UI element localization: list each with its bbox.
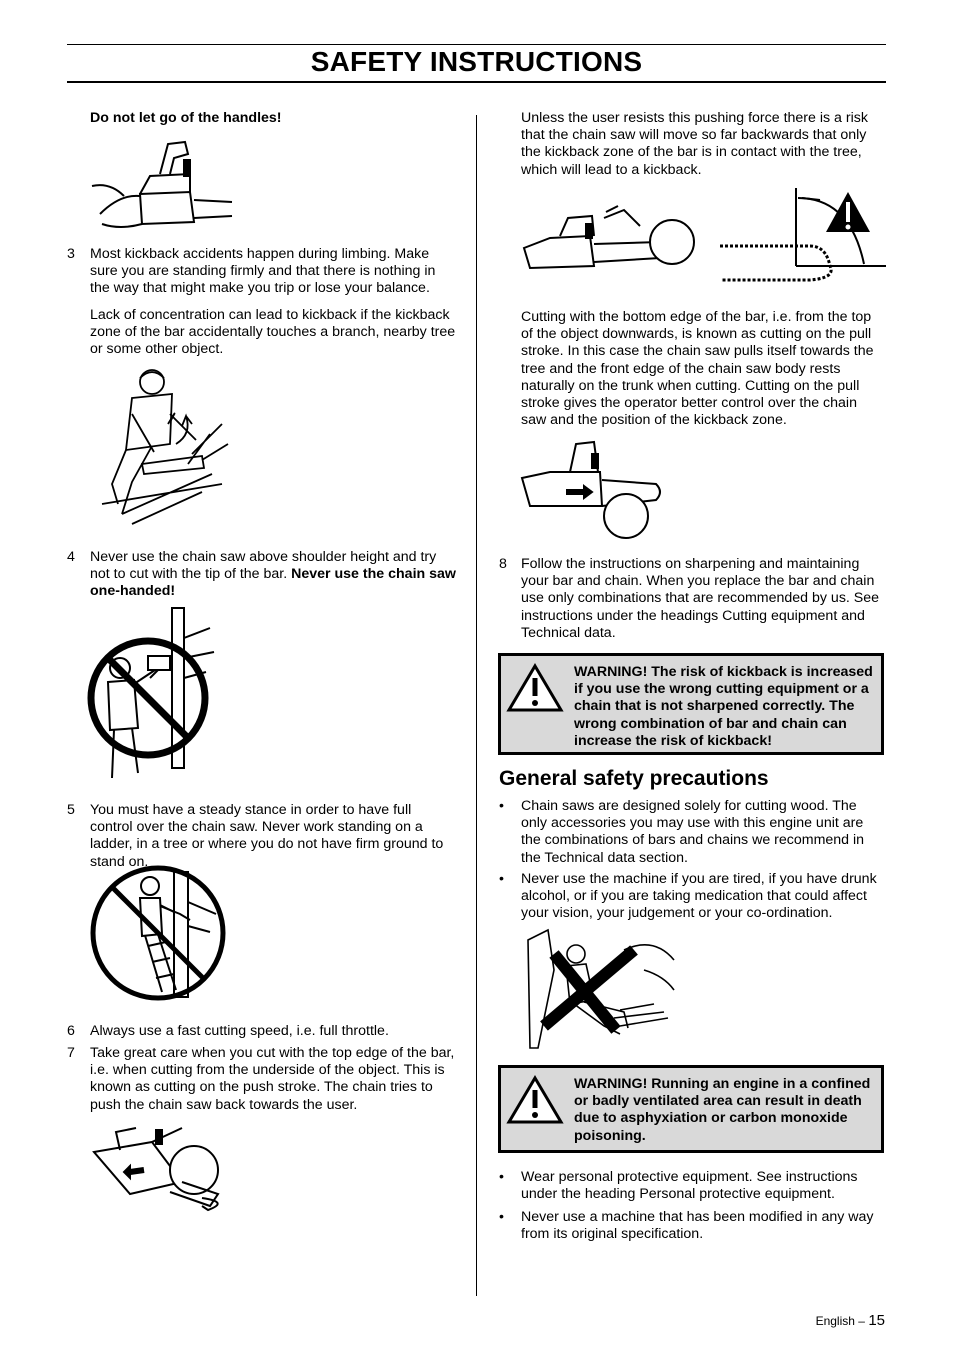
warning-triangle-icon bbox=[507, 1076, 563, 1124]
bullet-not-tired-text: Never use the machine if you are tired, if you have drunk alcohol, or if you are taking medication that could affect your vision, your judgement or your co-ordination. bbox=[521, 871, 877, 922]
item-4-text bbox=[90, 549, 456, 601]
pull-stroke-text: Cutting with the bottom edge of the bar, i.e. from the top of the object downwards, is known as cutting on the pull stroke. In this case the chain saw pulls itself towards the tree and the front edge of the chain saw body rests naturally on the trunk when cutting. Cutting on the pull stroke gives the operator better control over the chain saw and the position of the kickback zone. bbox=[521, 309, 874, 429]
kickback-illustration bbox=[520, 188, 886, 292]
page-title: SAFETY INSTRUCTIONS bbox=[310, 46, 643, 77]
column-divider bbox=[476, 115, 477, 1296]
item-6-number: 6 bbox=[67, 1023, 75, 1039]
item-7-text: Take great care when you cut with the top edge of the bar, i.e. when cutting from the underside of the object. This is known as cutting on the push stroke. The chain tries to push the chain saw back towards the user. bbox=[90, 1045, 455, 1113]
section-heading-general-safety: General safety precautions bbox=[499, 767, 769, 790]
item-5-text: You must have a steady stance in order to have full control over the chain saw. Never work standing on a ladder, in a tree or where you do not have firm ground to stand on. bbox=[90, 802, 444, 870]
push-stroke-risk-text: Unless the user resists this pushing force there is a risk that the chain saw will move so far backwards that only the kickback zone of the bar is in contact with the tree, which will lead to a kickback. bbox=[521, 110, 868, 178]
footer-language: English bbox=[815, 1314, 855, 1328]
header-bottom-rule bbox=[67, 81, 886, 83]
pull-stroke-illustration bbox=[520, 432, 664, 540]
bullet-protective-equipment-text: Wear personal protective equipment. See instructions under the heading Personal protective equipment. bbox=[521, 1169, 858, 1203]
item-4-bold-text: Never use the chain saw one-handed! bbox=[90, 566, 456, 600]
warning-triangle-icon bbox=[507, 664, 563, 712]
item-3-paragraph-2: Lack of concentration can lead to kickback if the kickback zone of the bar accidentally touches a branch, nearby tree or some other object. bbox=[90, 307, 456, 358]
item-3-text: Most kickback accidents happen during limbing. Make sure you are standing firmly and that there is nothing in the way that might make you trip or lose your balance. bbox=[90, 246, 436, 297]
bullet-item: • bbox=[499, 1209, 504, 1225]
item-7-number: 7 bbox=[67, 1045, 75, 1061]
item-4-regular-text: Never use the chain saw above shoulder height and try not to cut with the tip of the bar. bbox=[90, 549, 437, 583]
item-8-number: 8 bbox=[499, 556, 507, 572]
footer-dash: – bbox=[858, 1314, 865, 1328]
bullet-item: • bbox=[499, 798, 504, 814]
page-number: 15 bbox=[868, 1312, 885, 1329]
warning-text-kickback: WARNING! The risk of kickback is increased if you use the wrong cutting equipment or a chain that is not sharpened correctly. The wrong combination of bar and chain can increase the risk of kickback! bbox=[574, 664, 873, 749]
item-6-text: Always use a fast cutting speed, i.e. full throttle. bbox=[90, 1023, 389, 1039]
warning-box-ventilation bbox=[498, 1065, 884, 1153]
prohibited-above-shoulder-illustration bbox=[88, 608, 218, 784]
bullet-wood-only-text: Chain saws are designed solely for cutting wood. The only accessories you may use with this engine unit are the combinations of bars and chains we recommend in the Technical data section. bbox=[521, 798, 865, 866]
tired-operator-crossed-illustration bbox=[524, 930, 674, 1054]
warning-text-ventilation: WARNING! Running an engine in a confined or badly ventilated area can result in death due to asphyxiation or carbon monoxide poisoning. bbox=[574, 1076, 871, 1144]
prohibited-ladder-illustration bbox=[90, 862, 228, 1004]
handles-instruction: Do not let go of the handles! bbox=[90, 110, 282, 126]
warning-box-kickback bbox=[498, 653, 884, 755]
bullet-item: • bbox=[499, 1169, 504, 1185]
page-footer bbox=[816, 1312, 885, 1330]
item-8-text: Follow the instructions on sharpening and maintaining your bar and chain. When you replace the bar and chain use only combinations that are recommended by us. See instructions under the headings Cutting equipment and Technical data. bbox=[521, 556, 880, 641]
bullet-item: • bbox=[499, 871, 504, 887]
item-4-number: 4 bbox=[67, 549, 75, 565]
bullet-not-modified-text: Never use a machine that has been modified in any way from its original specification. bbox=[521, 1209, 874, 1243]
item-5-number: 5 bbox=[67, 802, 75, 818]
item-3-number: 3 bbox=[67, 246, 75, 262]
push-stroke-illustration bbox=[90, 1122, 238, 1216]
limbing-worker-illustration bbox=[92, 364, 228, 530]
chainsaw-grip-illustration bbox=[90, 134, 232, 232]
